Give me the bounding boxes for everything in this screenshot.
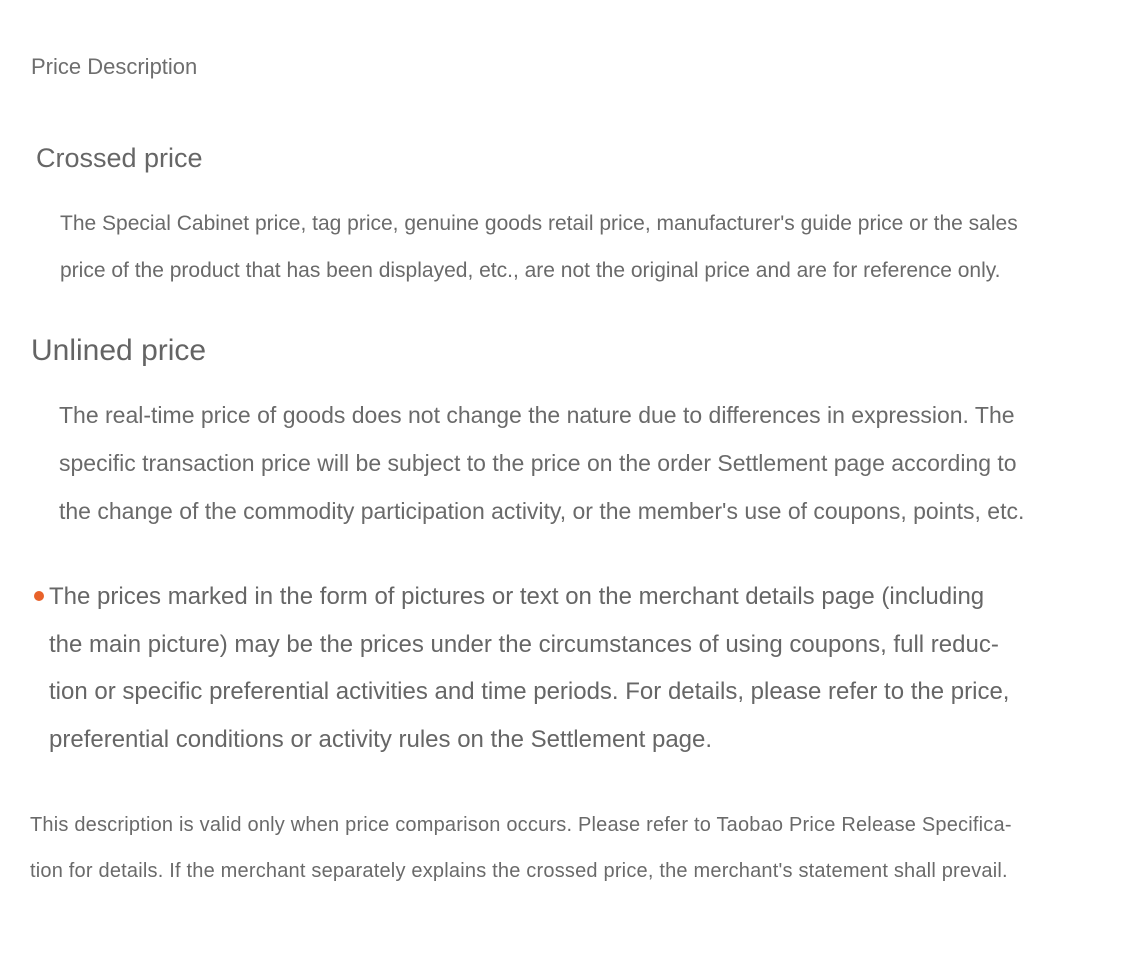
bullet-note-line: preferential conditions or activity rules on the Settlement page.: [49, 725, 713, 753]
unlined-price-line: The real-time price of goods does not change the nature due to differences in expression. The: [59, 402, 1015, 428]
crossed-price-heading: Crossed price: [36, 143, 203, 173]
footer-disclaimer: [30, 802, 1090, 894]
crossed-price-paragraph: [60, 201, 1070, 294]
bullet-note-paragraph: [49, 573, 1089, 763]
bullet-note-line: tion or specific preferential activities and time periods. For details, please refer to the price,: [49, 678, 1010, 705]
unlined-price-heading: Unlined price: [31, 334, 207, 367]
bullet-note-line: The prices marked in the form of pictures or text on the merchant details page (including: [49, 583, 985, 610]
crossed-price-line: The Special Cabinet price, tag price, genuine goods retail price, manufacturer's guide price or the sales: [60, 212, 1018, 235]
unlined-price-paragraph: [59, 391, 1099, 535]
unlined-price-line: the change of the commodity participation activity, or the member's use of coupons, points, etc.: [59, 498, 1025, 524]
unlined-price-line: specific transaction price will be subject to the price on the order Settlement page according to: [59, 450, 1017, 476]
crossed-price-line: price of the product that has been displayed, etc., are not the original price and are for reference only.: [60, 258, 1001, 282]
bullet-note-line: the main picture) may be the prices under the circumstances of using coupons, full reduc-: [49, 630, 999, 658]
footer-line: tion for details. If the merchant separately explains the crossed price, the merchant's statement shall prevail.: [30, 860, 1008, 882]
footer-line: This description is valid only when price comparison occurs. Please refer to Taobao Price Release Specifica-: [30, 814, 1012, 836]
bullet-dot-icon: [34, 591, 44, 601]
page-title: Price Description: [31, 54, 198, 79]
